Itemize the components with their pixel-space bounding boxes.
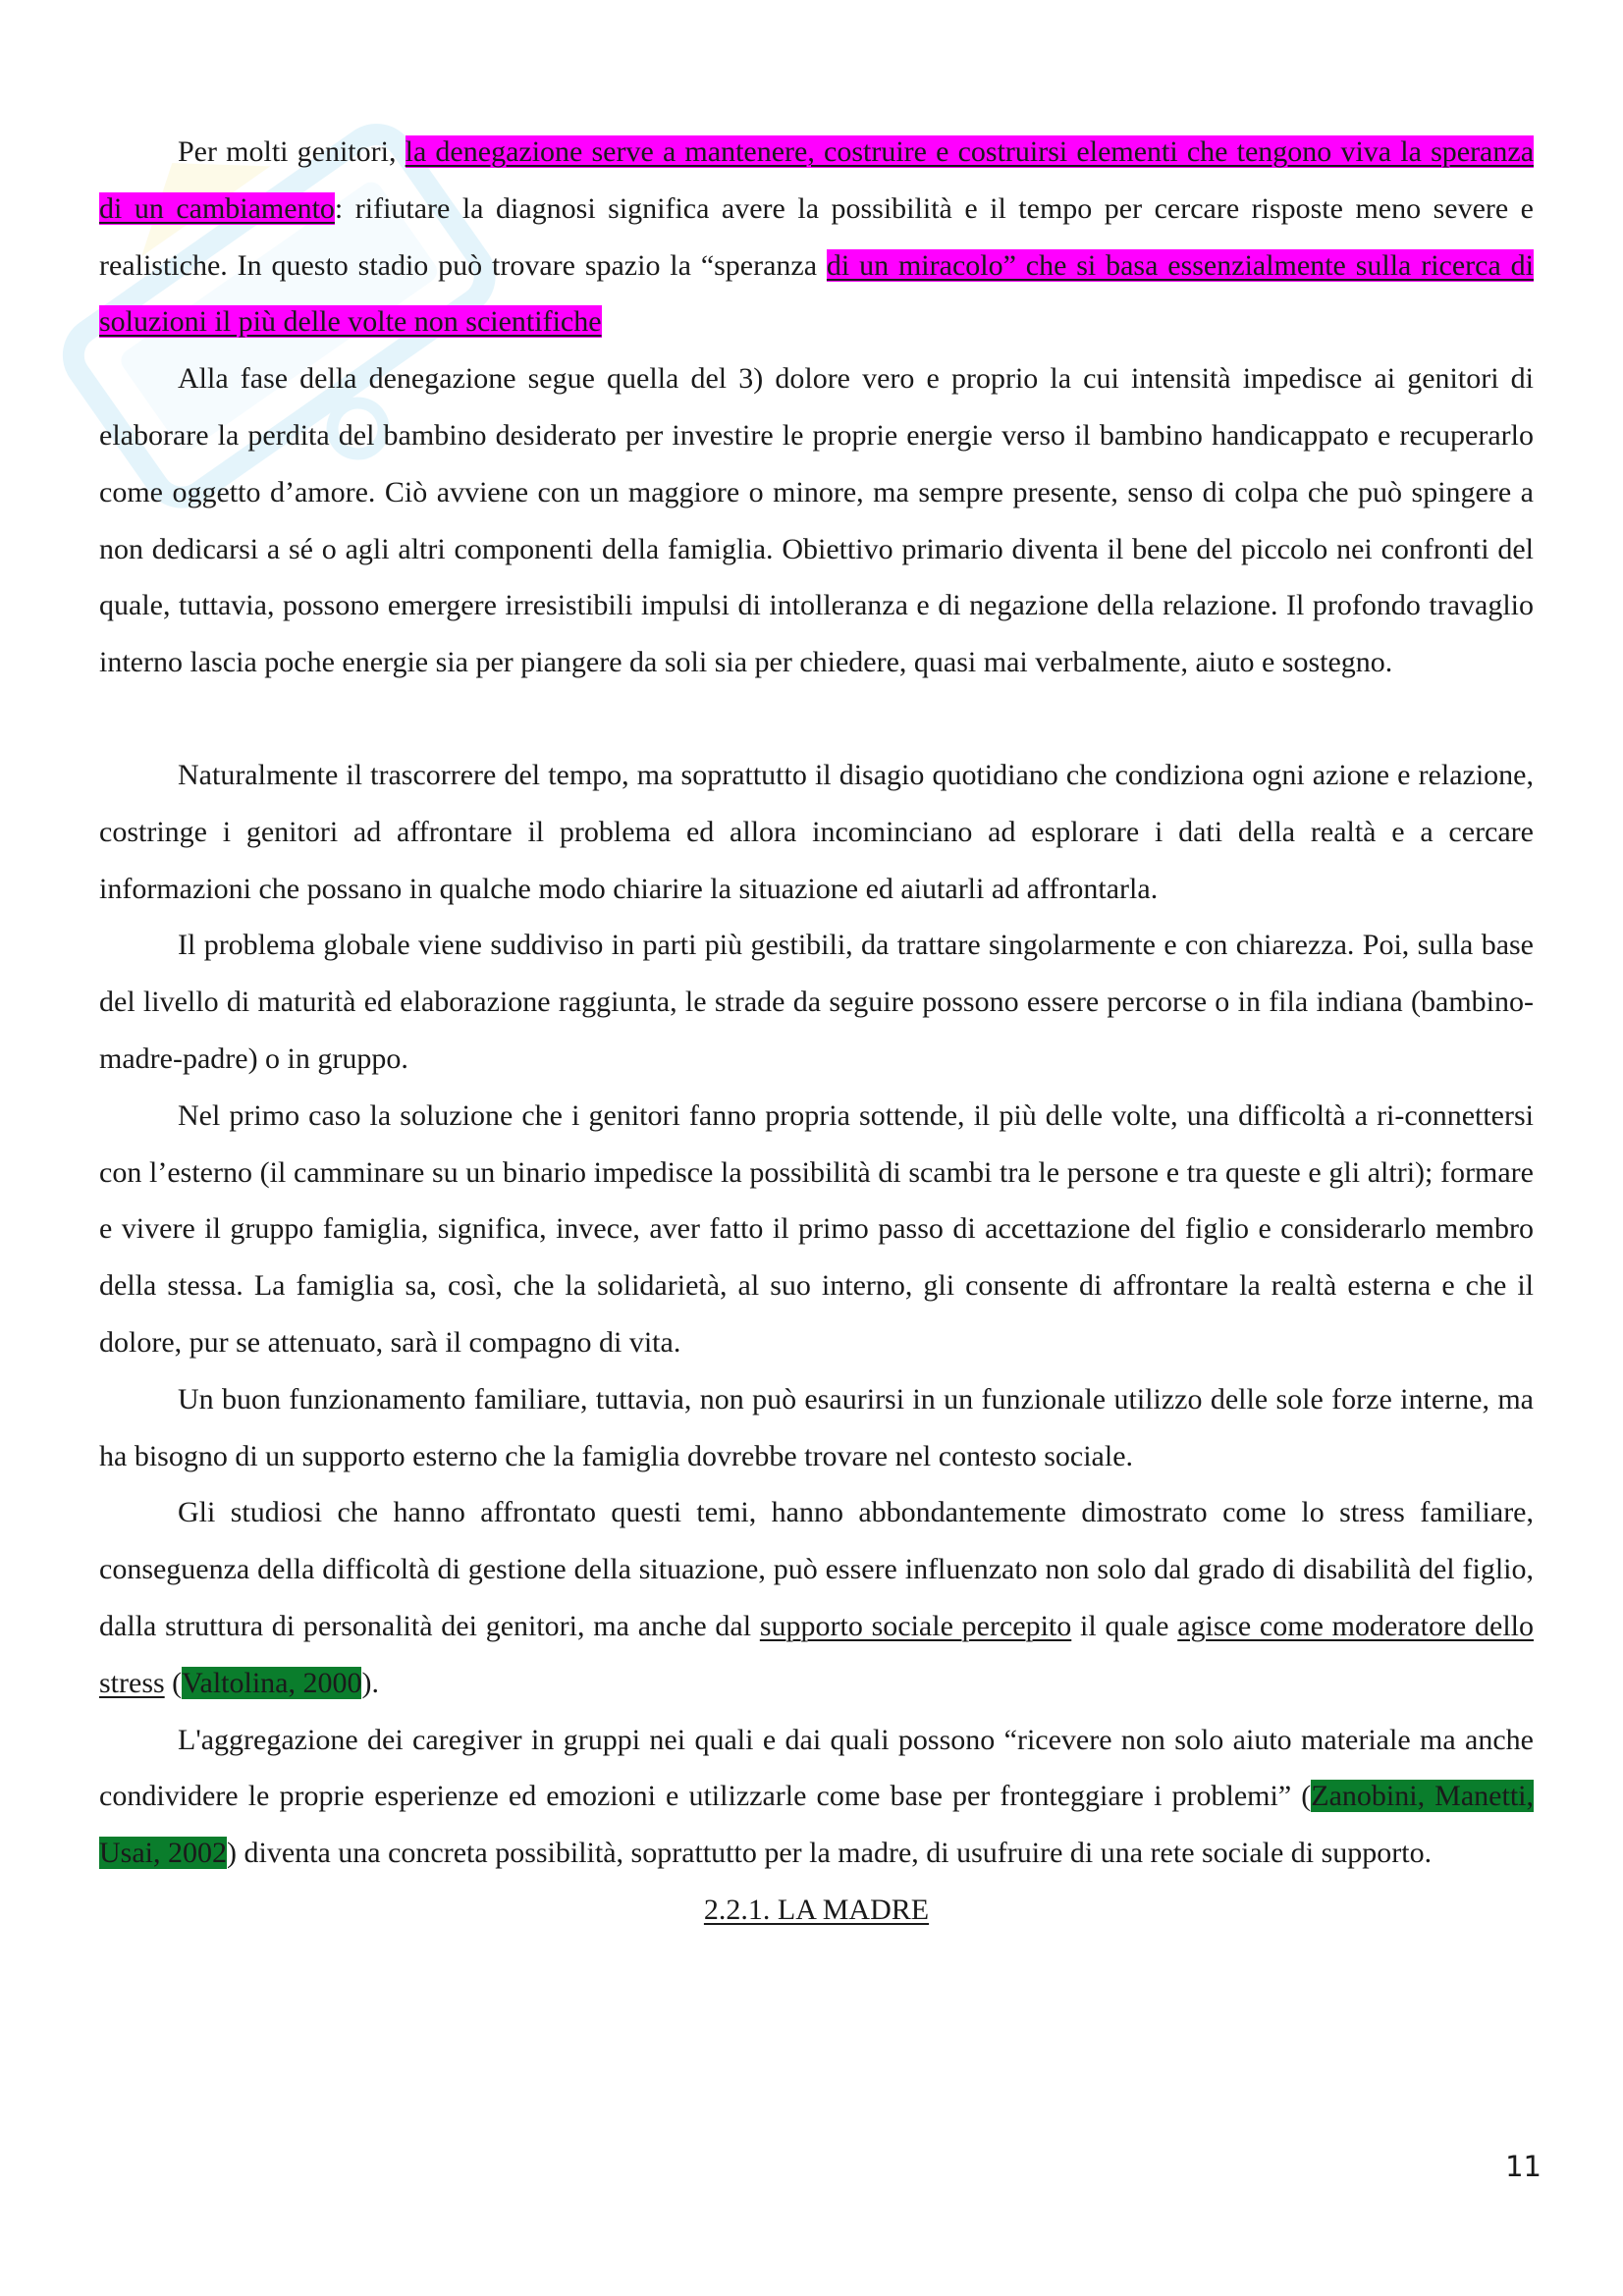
paragraph-7: Gli studiosi che hanno affrontato questi temi, hanno abbondantemente dimostrato come lo stress familiare, conseguenza della difficoltà di gestione della situazione, può essere influenzato non solo dal grado di disabilità del figlio, dalla struttura di personalità dei genitori, ma anche dal supporto sociale percepito il quale agisce come moderatore dello stress (Valtolina, 2000). (99, 1496, 1535, 1699)
citation-highlight: Zanobini, Manetti, Usai, 2002 (99, 1780, 1534, 1870)
paragraph-3: Naturalmente il trascorrere del tempo, ma soprattutto il disagio quotidiano che condiziona ogni azione e relazione, costringe i genitori ad affrontare il problema ed allora incominciano ad esplorare i dati della realtà e a cercare informazioni che possano in qualche modo chiarire la situazione ed aiutarli ad affrontarla. (99, 758, 1534, 905)
paragraph-6: Un buon funzionamento familiare, tuttavia, non può esaurirsi in un funzionale utilizzo delle sole forze interne, ma ha bisogno di un supporto esterno che la famiglia dovrebbe trovare nel contesto sociale. (99, 1382, 1534, 1472)
underlined-text: agisce come moderatore dello stress (99, 1609, 1535, 1699)
paragraph-4: Il problema globale viene suddiviso in parti più gestibili, da trattare singolarmente e con chiarezza. Poi, sulla base del livello di maturità ed elaborazione raggiunta, le strade da seguire possono essere percorse o in fila indiana (bambino-madre-padre) o in gruppo. (99, 929, 1534, 1075)
paragraph-5: Nel primo caso la soluzione che i genitori fanno propria sottende, il più delle volte, una difficoltà a ri-connettersi con l’esterno (il camminare su un binario impedisce la possibilità di scambi tra le persone e tra queste e gli altri); formare e vivere il gruppo famiglia, significa, invece, aver fatto il primo passo di accettazione del figlio e considerarlo membro della stessa. La famiglia sa, così, che la solidarietà, al suo interno, gli consente di affrontare la realtà esterna e che il dolore, pur se attenuato, sarà il compagno di vita. (99, 1098, 1534, 1359)
page-number: 11 (1505, 2150, 1542, 2183)
underlined-text: supporto sociale percepito (759, 1609, 1072, 1642)
paragraph-1: Per molti genitori, la denegazione serve a mantenere, costruire e costruirsi elementi che tengono viva la speranza di un cambiamento: rifiutare la diagnosi significa avere la possibilità e il tempo per cercare risposte meno severe e realistiche. In questo stadio può trovare spazio la “speranza di un miracolo” che si basa essenzialmente sulla ricerca di soluzioni il più delle volte non scientifiche (99, 135, 1535, 339)
document-body (99, 124, 1534, 1939)
paragraph-8: L'aggregazione dei caregiver in gruppi nei quali e dai quali possono “ricevere non solo aiuto materiale ma anche condividere le proprie esperienze ed emozioni e utilizzarle come base per fronteggiare i problemi” (Zanobini, Manetti, Usai, 2002) diventa una concreta possibilità, soprattutto per la madre, di usufruire di una rete sociale di supporto. (99, 1723, 1534, 1870)
citation-highlight: Valtolina, 2000 (182, 1666, 362, 1699)
highlight-pink: di un miracolo” che si basa essenzialmente sulla ricerca di soluzioni il più delle volte non scientifiche (99, 248, 1534, 339)
section-heading: 2.2.1. LA MADRE (703, 1893, 930, 1926)
paragraph-gap (99, 691, 1534, 747)
paragraph-2: Alla fase della denegazione segue quella del 3) dolore vero e proprio la cui intensità impedisce ai genitori di elaborare la perdita del bambino desiderato per investire le proprie energie verso il bambino handicappato e recuperarlo come oggetto d’amore. Ciò avviene con un maggiore o minore, ma sempre presente, senso di colpa che può spingere a non dedicarsi a sé o agli altri componenti della famiglia. Obiettivo primario diventa il bene del piccolo nei confronti del quale, tuttavia, possono emergere irresistibili impulsi di intolleranza e di negazione della relazione. Il profondo travaglio interno lascia poche energie sia per piangere da soli sia per chiedere, quasi mai verbalmente, aiuto e sostegno. (99, 362, 1534, 679)
highlight-pink: la denegazione serve a mantenere, costruire e costruirsi elementi che tengono viva la speranza di un cambiamento (99, 135, 1535, 225)
